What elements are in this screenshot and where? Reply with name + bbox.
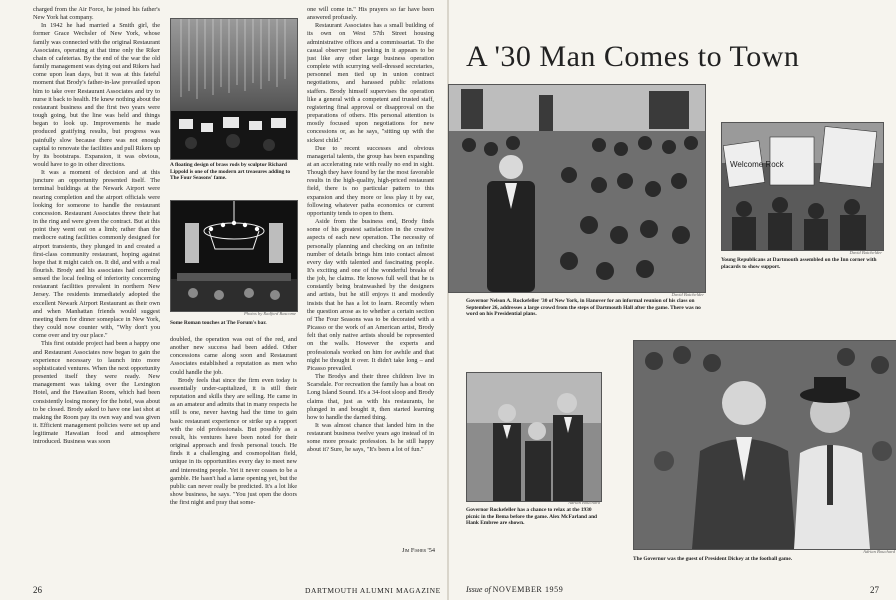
left-column-2 (170, 336, 297, 558)
paragraph: doubled, the operation was out of the red, and another new success had been added. Other concessions came along soon and Restaurant Associates established a reputation as men who could handle the job. (170, 336, 297, 376)
paragraph: charged from the Air Force, he joined his father's New York hat company. (33, 6, 160, 22)
paragraph: It was almost chance that landed him in the restaurant business twelve years ago instead of in some more prosaic profession. Is he still happy about it? Sure, he says, "It's been a lot of fun." (307, 421, 434, 454)
lippold-sculpture-photo (170, 18, 298, 160)
photo-credit: Adrian Bouchard (863, 549, 895, 554)
paragraph: Brody feels that since the firm even today is essentially under-capitalized, it is still their reputation and skills they are selling. He came in as an amateur and admits that in many respects he still is one, never having had the time to gain basic restaurant experience or strike up a rapport with the old professionals. But possibly as a result, his ventures have been noted for their original approach and fresh personal touch. He finds it a challenging and cosmopolitan field, unique in its opportunities every day to meet new and interesting people. Yet it never ceases to be a gamble. He hasn't had a lame opening yet, but the public can never really be predicted. It's a lot like show business, he says. "You just open the doors the first night and pray that some- (170, 376, 297, 507)
left-column-1 (33, 6, 160, 559)
roman-bar-image (171, 201, 297, 311)
photo-credit: Adrian Bouchard (568, 500, 600, 505)
paragraph: Restaurant Associates has a small building of its own on West 57th Street housing administrative offices and a commissariat. To the casual observer just peeking in it appears to be just like any other large business operation complete with scurrying well-dressed secretaries, personnel men tied up in union contract negotiations, and harassed public relations staffers. Brody himself supervises the operation like a general with a competent and trusted staff, registering final approval or disapproval on the preparations of others. His personal attention is mostly focused upon negotiations for new concessions or, as he says, "sitting up with the sickest child." (307, 22, 434, 144)
page-number-right: 27 (870, 585, 879, 595)
picnic-photo (466, 372, 602, 502)
photo-credit: David Batchelder (849, 250, 882, 255)
dickey-game-photo (633, 340, 896, 550)
placards-photo (721, 122, 884, 251)
placards-image (722, 123, 883, 250)
sculpture-image (171, 19, 297, 159)
article-title: A '30 Man Comes to Town (466, 40, 800, 73)
photo-caption: A floating design of brass rods by sculptor Richard Lippold is one of the modern art treasures adding to The Four Seasons' fame. (170, 162, 291, 182)
stands-image (634, 341, 896, 549)
page-number-left: 26 (33, 585, 42, 595)
paragraph: one will come in." His prayers so far have been answered profusely. (307, 6, 434, 22)
photo-credit: Photos by Radford Bascome (243, 311, 296, 316)
running-head: DARTMOUTH ALUMNI MAGAZINE (305, 586, 441, 595)
paragraph: The Brodys and their three children live in Scarsdale. For recreation the family has a boat on Long Island Sound. It's a 34-foot sloop and Brody claims that, just as with his restaurants, he plunged in and bought it, then started learning how to handle the darned thing. (307, 373, 434, 421)
placard-sign: Welcome Rock (730, 160, 784, 169)
issue-date: NOVEMBER 1959 (492, 585, 564, 594)
paragraph: Aside from the business end, Brody finds some of his greatest satisfaction in the creative aspects of each new operation. The necessity of personally planning and checking on an infinite number of details brings him into contact almost every day with talented and fascinating people. It's exciting and one of the wonderful breaks of the job, he claims. He knows full well that he is constantly being brainwashed by the designers and artists, but he still enjoys it and modestly insists that he has a lot to learn. Recently when the question arose as to whether a certain section of The Four Seasons was to be decorated with a Picasso or the work of an American artist, Brody felt that only native artists should be represented on the walls. However the experts and professionals worked on him for awhile and that night he thought it over. It didn't take long – and Picasso prevailed. (307, 218, 434, 372)
photo-credit: David Batchelder (671, 292, 704, 297)
photo-caption: Young Republicans at Dartmouth assembled on the Inn corner with placards to show support. (721, 257, 877, 270)
issue-line (466, 585, 563, 594)
photo-caption: Governor Rockefeller has a chance to relax at the 1930 picnic in the Bema before the game. Alex McFarland and Hank Embree are shown. (466, 507, 598, 527)
photo-caption: The Governor was the guest of President Dickey at the football game. (633, 556, 793, 562)
paragraph: In 1942 he had married a Smith girl, the former Grace Wechsler of New York, whose family was connected with the original Restaurant Associates, operating at that time only the Riker chain of cafeterias. By the end of the war the old family management was dying out and Rikers had come upon lean days, but it was at this fateful moment that Brody's father-in-law prevailed upon him to take over Restaurant Associates and try to nurse it back to health. He knew nothing about the restaurant business and the first two years were tough going, but the line was held and things began to look up. Improvements he made produced gratifying results, but progress was painfully slow because there was not enough capital to renovate the facilities and pull Rikers up by its bootstraps. Expansion, it was obvious, would have to go in other directions. (33, 22, 160, 168)
photo-caption: Some Roman touches at The Forum's bar. (170, 320, 267, 326)
left-column-3 (307, 6, 434, 546)
paragraph: It was a moment of decision and at this juncture an opportunity presented itself. The terminal buildings at the Newark Airport were nearing completion and the airport officials were looking for someone to handle the restaurant concession. Restaurant Associates threw their hat in the ring and were given the contract. But at this point they went out on a limb; rather than the mediocre eating facilities commonly designed for airport transients, they plunged in and created a first-class community restaurant, hoping against hope that it might catch on. It did, and with a real flourish. Brody and his associates had correctly sensed the local feeling of inferiority concerning restaurant facilities prevalent in northern New Jersey. The residents immediately adopted the excellent Newark Airport Restaurant as their own and when Manhattan friends would suggest meeting them for dinner someplace in New York, they could now counter with, "Why don't you come over and try our place." (33, 169, 160, 340)
paragraph: This first outside project had been a happy one and Restaurant Associates now began to gain the experience necessary to launch into more sophisticated ventures. When the next opportunity presented itself they were ready. New management was taking over the Lexington Hotel, and the Hawaiian Room, which had been consistently losing money for the hotel, was about to be closed. Brody asked to have one last shot at making the Room pay its own way and was given it. Efficient management policies were set up and legitimate Hawaiian food and atmosphere introduced. Business was soon (33, 340, 160, 446)
picnic-image (467, 373, 601, 501)
forum-bar-photo (170, 200, 298, 312)
paragraph: Due to recent successes and obvious managerial talents, the group has been expanding at an accelerating rate with really no end in sight. Though they have found by far the most favorable results in the high-quality, high-priced restaurant field, there is no particular pattern to this expansion and they more or less play it by ear, following whatever paths economics or current opportunity tends to open to them. (307, 144, 434, 217)
issue-label: Issue of (466, 585, 491, 594)
photo-caption: Governor Nelson A. Rockefeller '30 of New York, in Hanover for an informal reunion of his class on September 26, addresses a large crowd from the steps of Dartmouth Hall after the game. There was no word on his Presidential plans. (466, 298, 701, 318)
rockefeller-crowd-photo (448, 84, 706, 293)
crowd-image (449, 85, 705, 292)
author-signature: Jim Fisher '54 (402, 547, 435, 554)
